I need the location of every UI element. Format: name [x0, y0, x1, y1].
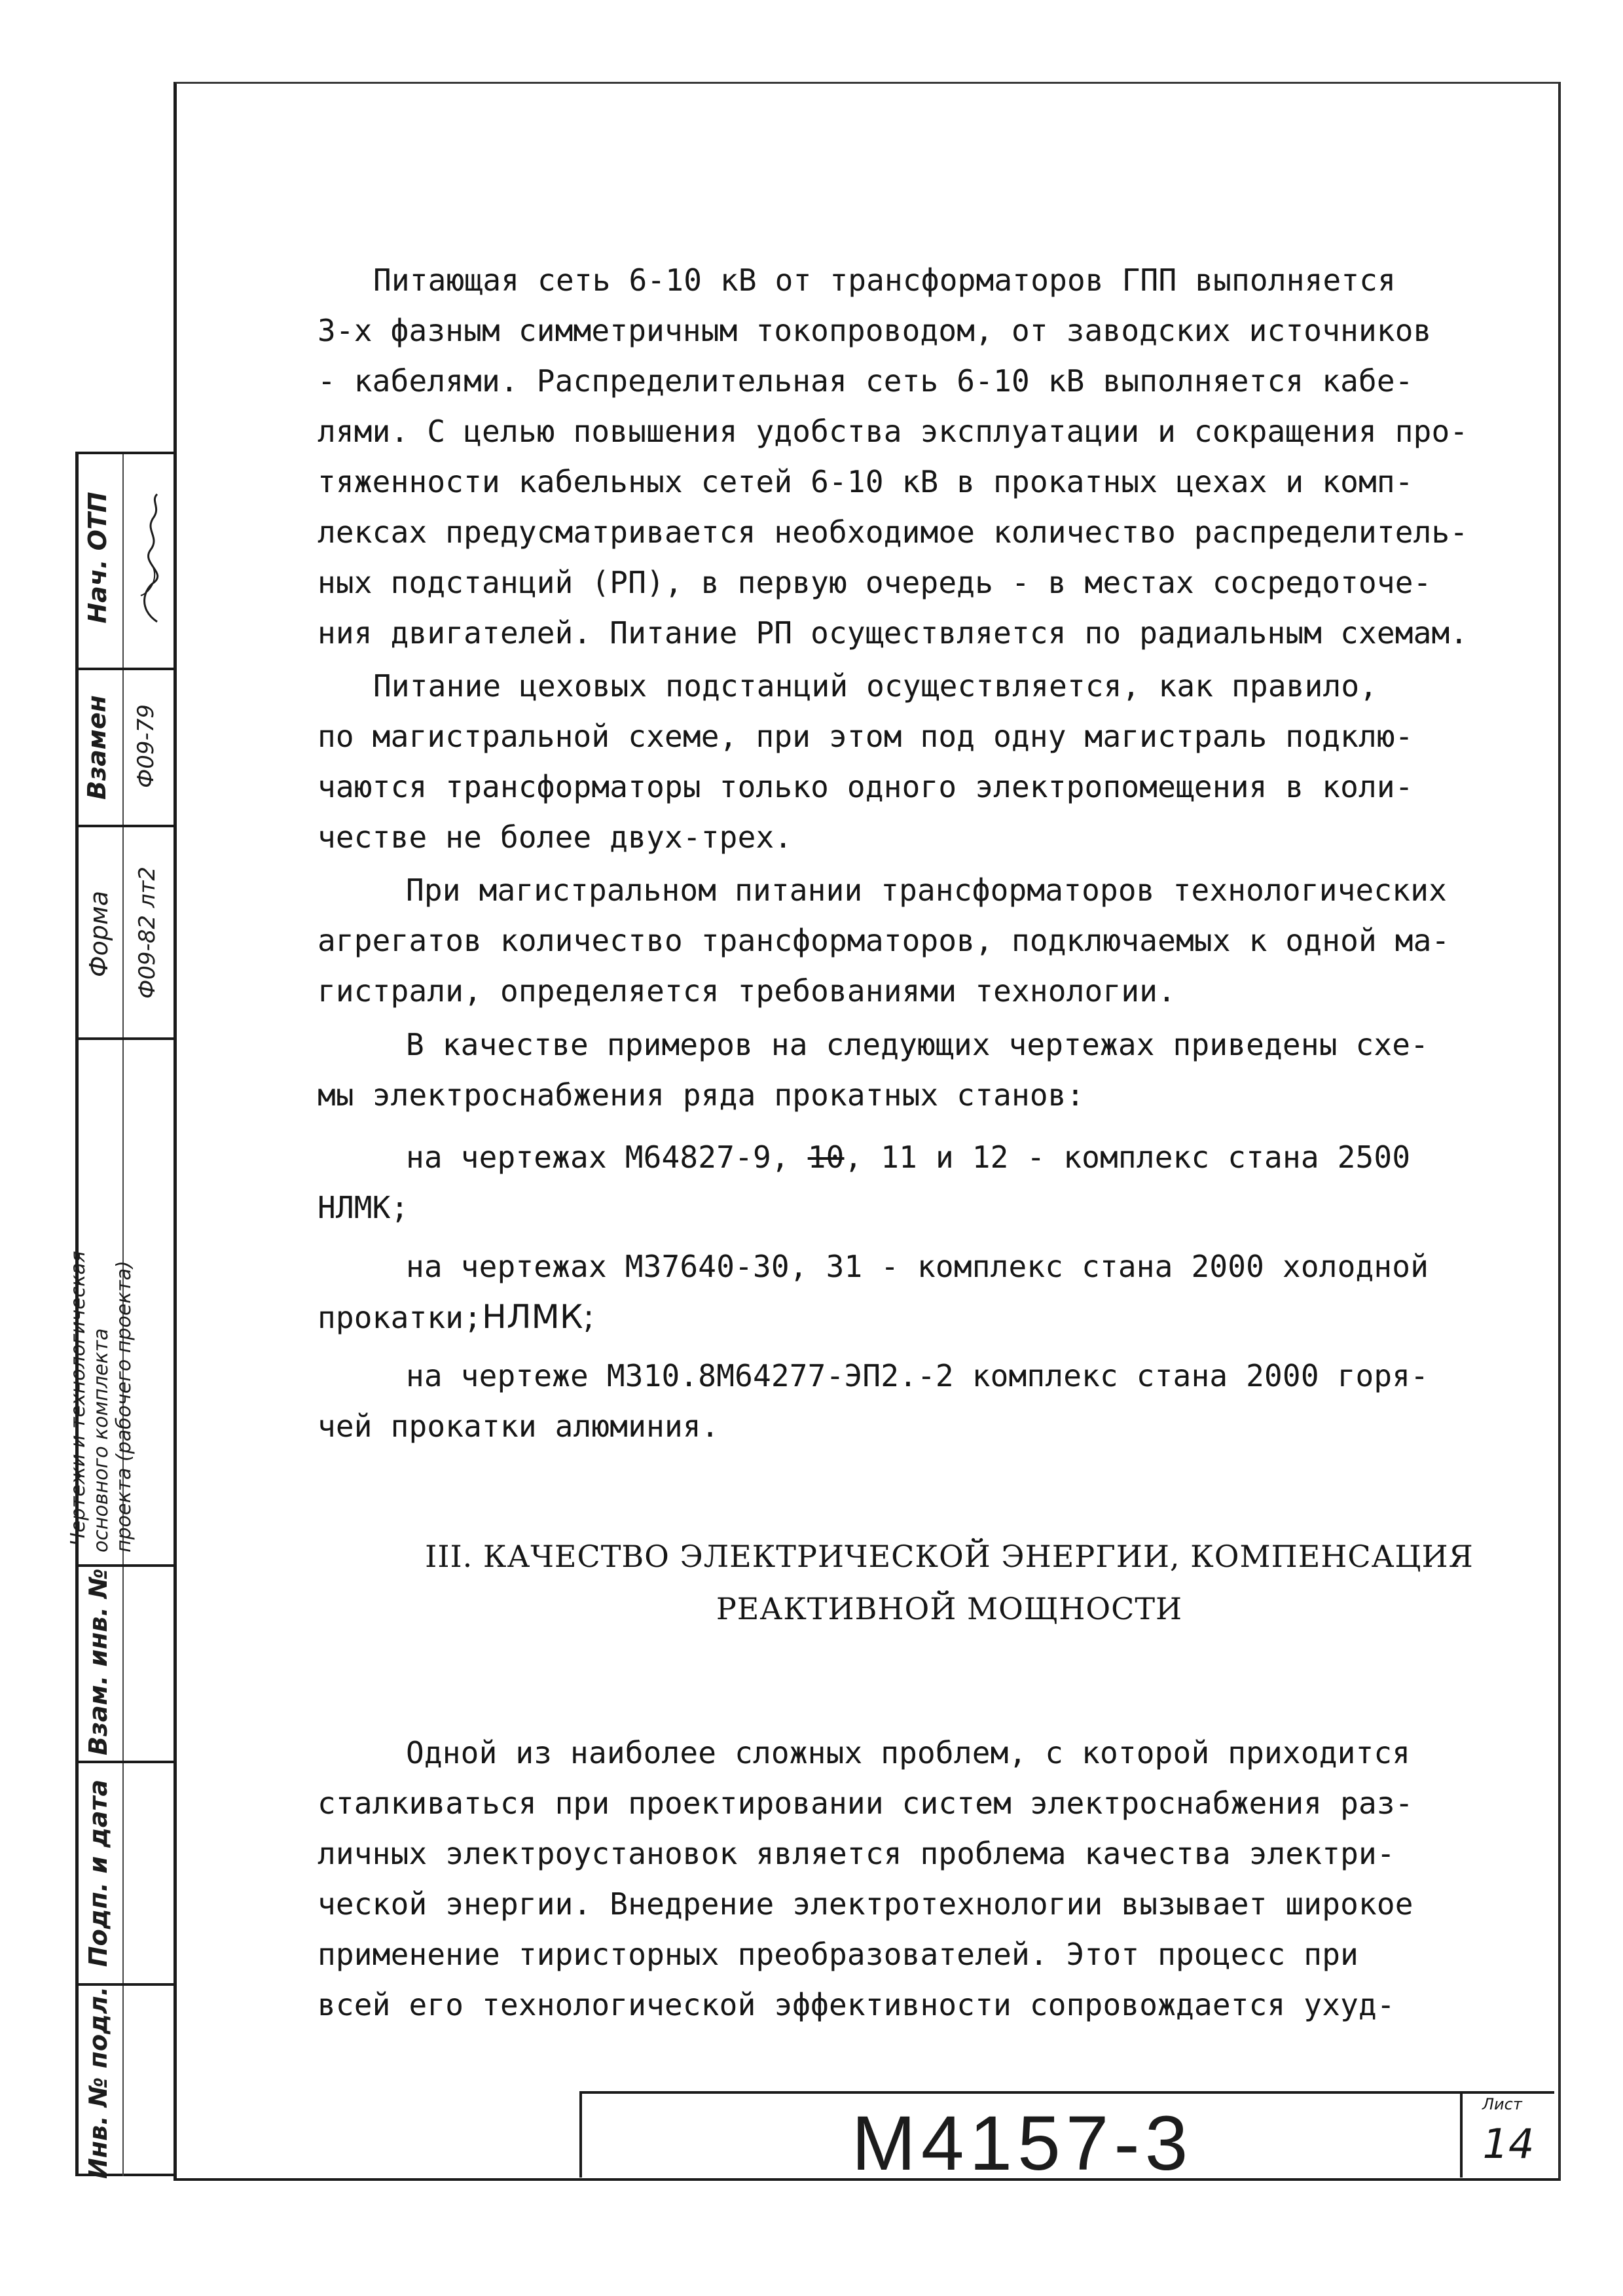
example-2-text: прокатки;	[318, 1300, 483, 1335]
stamp-label-inv-podl: Инв. № подл.	[84, 1986, 113, 2179]
example-1-text-b: , 11 и 12 - комплекс стана 2500	[844, 1139, 1411, 1175]
example-2: на чертежах М37640-30, 31 - комплекс стана 2000 холодной	[406, 1249, 1429, 1284]
struck-number: 10	[807, 1139, 845, 1175]
stamp-value-forma: Ф09-82 лт2	[134, 866, 160, 999]
stamp-label-drawings-3: проекта (рабочего проекта)	[113, 1261, 136, 1552]
stamp-label-forma: Форма	[84, 890, 113, 978]
text-line: Питающая сеть 6-10 кВ от трансформаторов ГПП выполняется	[373, 262, 1396, 298]
stamp-label-drawings-2: основного комплекта	[90, 1328, 113, 1552]
text-line: 3-х фазным симметричным токопроводом, от заводских источников	[318, 313, 1432, 348]
text-line: всей его технологической эффективности сопровождается ухуд-	[318, 1987, 1395, 2022]
text-line: В качестве примеров на следующих чертежах приведены схе-	[406, 1027, 1429, 1062]
text-line: чаются трансформаторы только одного электропомещения в коли-	[318, 769, 1413, 804]
side-stamp	[67, 452, 173, 2179]
stamp-value-vzamen: Ф09-79	[133, 704, 159, 789]
example-1	[406, 1132, 1611, 1183]
text-line: ческой энергии. Внедрение электротехнологии вызывает широкое	[318, 1886, 1413, 1922]
stamp-cell-forma	[75, 825, 173, 827]
text-line: честве не более двух-трех.	[318, 819, 793, 855]
stamp-cell-podp-data	[75, 1761, 173, 1763]
text-line: по магистральной схеме, при этом под одну магистраль подклю-	[318, 719, 1413, 754]
text-line: - кабелями. Распределительная сеть 6-10 кВ выполняется кабе-	[318, 363, 1413, 399]
text-line: лексах предусматривается необходимое количество распределитель-	[318, 514, 1468, 550]
stamp-cell-vzamen	[75, 668, 173, 670]
text-line: ных подстанций (РП), в первую очередь - в местах сосредоточе-	[318, 565, 1432, 600]
example-3-line-2: чей прокатки алюминия.	[318, 1408, 720, 1444]
signature-nach-otp	[131, 484, 170, 635]
handwritten-note: НЛМК;	[482, 1298, 594, 1336]
stamp-label-vzam-inv: Взам. инв. №	[84, 1568, 113, 1755]
stamp-label-vzamen: Взамен	[82, 695, 111, 800]
stamp-label-drawings-1: Чертежи и технологическая	[67, 1251, 90, 1546]
sheet-box	[1460, 2091, 1554, 2178]
stamp-label-podp-data: Подп. и дата	[84, 1779, 113, 1967]
stamp-label-nach-otp: Нач. ОТП	[83, 492, 112, 624]
sheet-number: 14	[1482, 2120, 1535, 2168]
text-line: Одной из наиболее сложных проблем, с которой приходится	[406, 1735, 1411, 1770]
stamp-cell-vzam-inv	[75, 1564, 173, 1567]
text-line: применение тиристорных преобразователей. Этот процесс при	[318, 1937, 1359, 1972]
text-line: При магистральном питании трансформаторов технологических	[406, 872, 1447, 908]
text-line: личных электроустановок является проблема качества электри-	[318, 1836, 1395, 1871]
text-line: мы электроснабжения ряда прокатных станов:	[318, 1077, 1085, 1113]
example-1-text-a: на чертежах М64827-9,	[406, 1139, 808, 1175]
text-line: Питание цеховых подстанций осуществляется, как правило,	[373, 668, 1378, 704]
stamp-cell-drawings	[75, 1037, 173, 1040]
example-3: на чертеже М310.8М64277-ЭП2.-2 комплекс стана 2000 горя-	[406, 1358, 1429, 1393]
text-line: гистрали, определяется требованиями технологии.	[318, 973, 1176, 1009]
text-line: агрегатов количество трансформаторов, подключаемых к одной ма-	[318, 923, 1450, 958]
section-heading: III. КАЧЕСТВО ЭЛЕКТРИЧЕСКОЙ ЭНЕРГИИ, КОМПЕНСАЦИЯ	[425, 1539, 1474, 1574]
text-line: тяженности кабельных сетей 6-10 кВ в прокатных цехах и комп-	[318, 464, 1413, 499]
sheet-label: Лист	[1482, 2095, 1522, 2113]
title-block	[579, 2091, 1463, 2187]
text-line: сталкиваться при проектировании систем электроснабжения раз-	[318, 1785, 1413, 1821]
section-heading-line-2: РЕАКТИВНОЙ МОЩНОСТИ	[716, 1591, 1183, 1626]
document-code: М4157-3	[851, 2100, 1194, 2187]
stamp-cell-nach-otp	[75, 452, 173, 454]
example-1-line-2: НЛМК;	[318, 1190, 409, 1225]
text-line: ния двигателей. Питание РП осуществляется по радиальным схемам.	[318, 615, 1468, 651]
text-line: лями. С целью повышения удобства эксплуатации и сокращения про-	[318, 414, 1468, 449]
example-2-line-2	[318, 1292, 1522, 1343]
